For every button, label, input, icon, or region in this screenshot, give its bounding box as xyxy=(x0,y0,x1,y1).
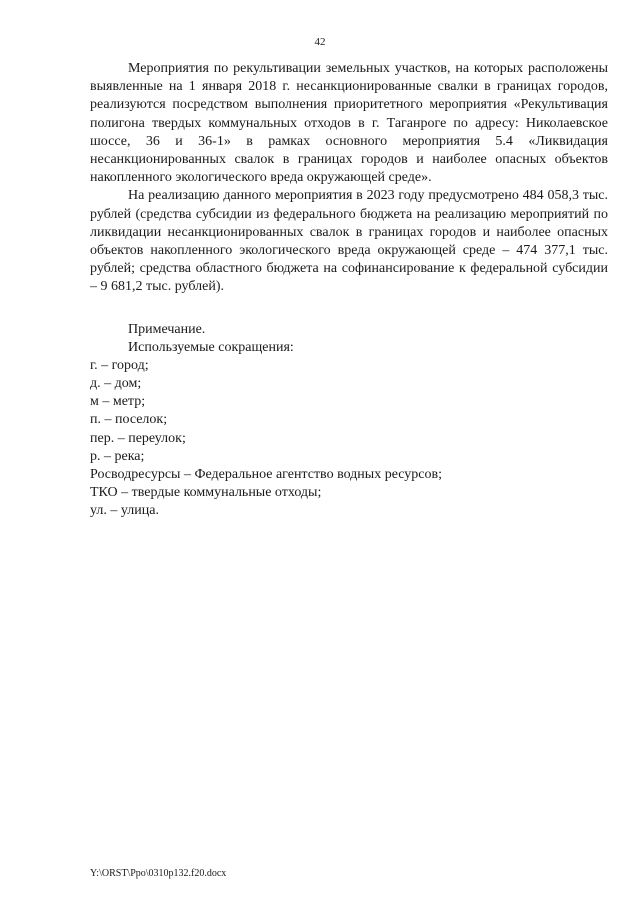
abbreviation-item: р. – река; xyxy=(90,448,145,464)
abbreviation-item: д. – дом; xyxy=(90,376,142,392)
abbreviation-item: Росводресурсы – Федеральное агентство водных ресурсов; xyxy=(90,466,443,482)
abbreviation-item: г. – город; xyxy=(90,358,149,374)
paragraph-funding: На реализацию данного мероприятия в 2023 году предусмотрено 484 058,3 тыс. рублей (средства субсидии из федерального бюджета на реализацию мероприятий по ликвидации несанкционированных свалок в границах городов и наиболее опасных объектов накопленного экологического вреда окружающей среде – 474 377,1 тыс. рублей; средства областного бюджета на софинансирование к федеральной субсидии – 9 681,2 тыс. рублей). xyxy=(90,188,608,295)
note-subheading: Используемые сокращения: xyxy=(128,340,294,356)
abbreviation-item: п. – поселок; xyxy=(90,412,168,428)
paragraph-measures: Мероприятия по рекультивации земельных участков, на которых расположены выявленные на 1 января 2018 г. несанкционированные свалки в границах городов, реализуются посредством выполнения приоритетного мероприятия «Рекультивация полигона твердых коммунальных отходов в г. Таганроге по адресу: Николаевское шоссе, 36 и 36-1» в рамках основного мероприятия 5.4 «Ликвидация несанкционированных свалок в границах городов и наиболее опасных объектов накопленного экологического вреда окружающей среде». xyxy=(90,61,608,186)
note-section xyxy=(90,321,608,520)
abbreviation-item: ул. – улица. xyxy=(90,502,159,518)
page-number: 42 xyxy=(314,36,326,48)
abbreviation-list xyxy=(90,357,608,520)
note-heading: Примечание. xyxy=(128,322,206,337)
abbreviation-item: пер. – переулок; xyxy=(90,430,186,446)
abbreviation-item: ТКО – твердые коммунальные отходы; xyxy=(90,484,322,500)
abbreviation-item: м – метр; xyxy=(90,394,146,410)
footer-file-path: Y:\ORST\Ppo\0310p132.f20.docx xyxy=(90,868,227,879)
body-text xyxy=(90,60,608,297)
